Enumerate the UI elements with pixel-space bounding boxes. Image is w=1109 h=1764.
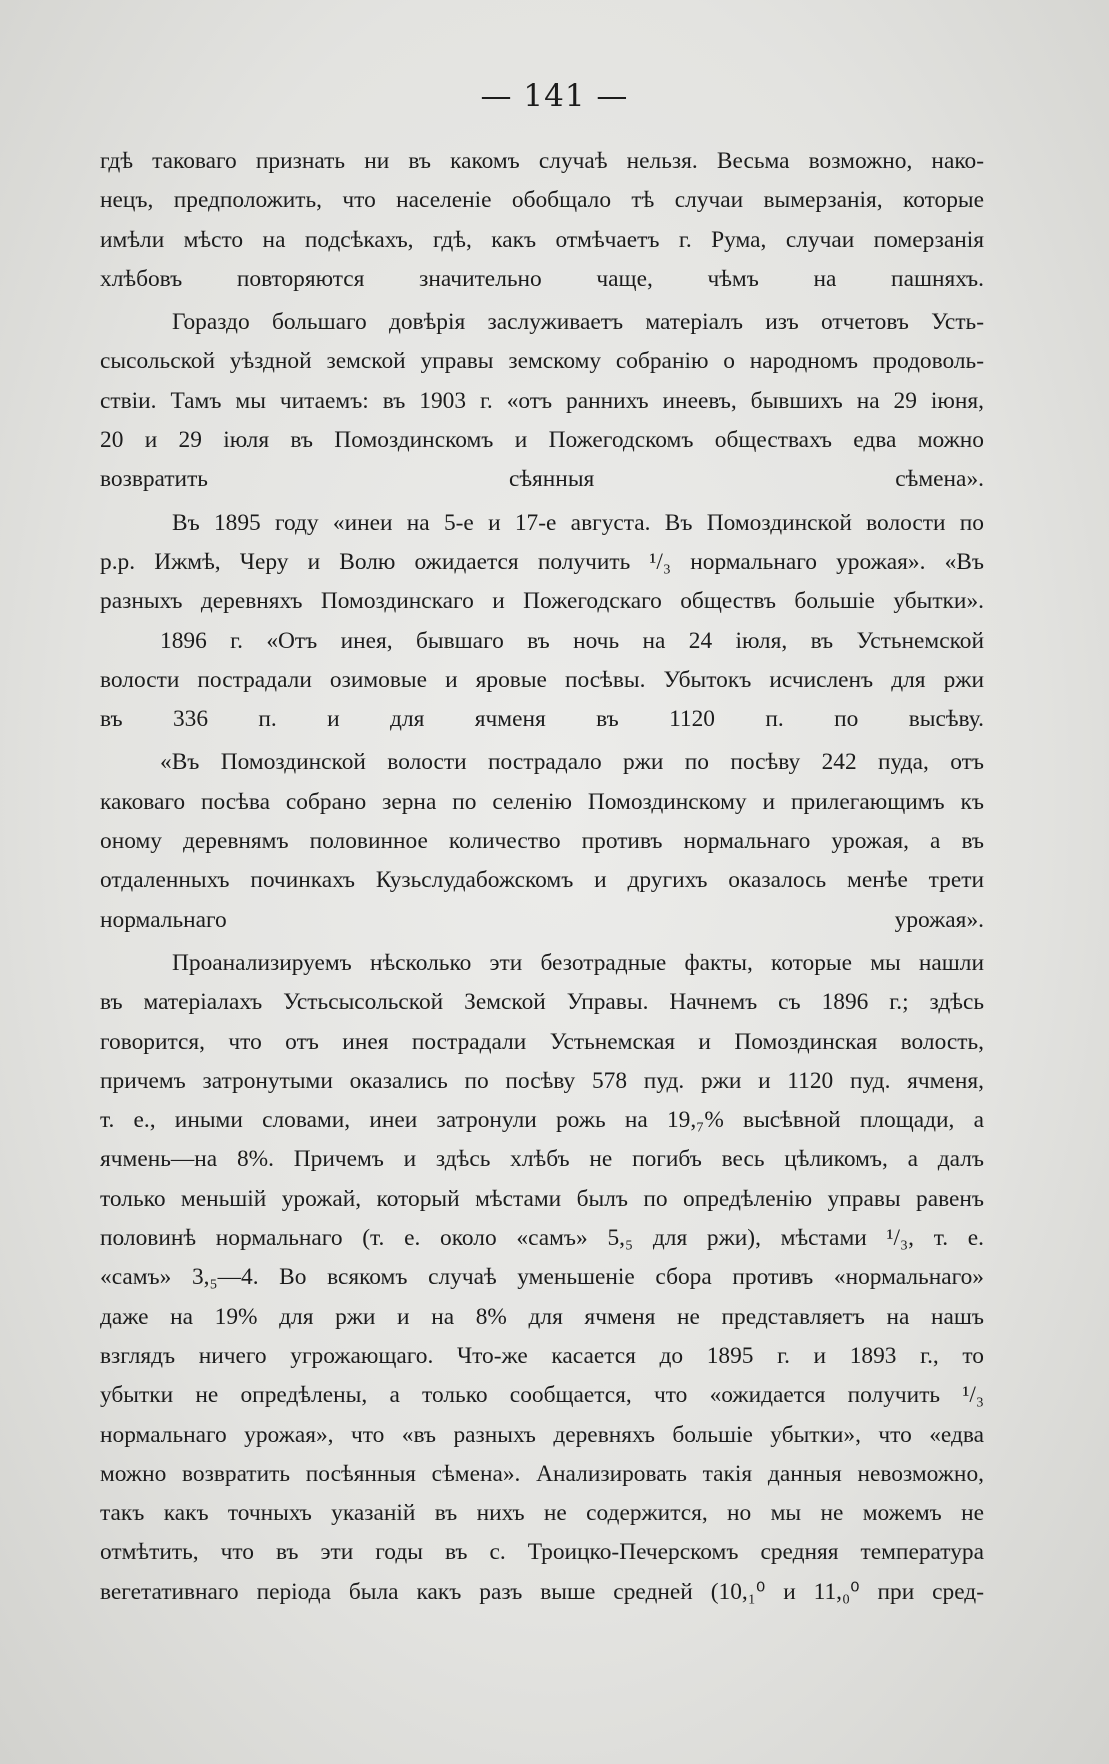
text-line: 20 и 29 іюля въ Помоздинскомъ и Пожегодскомъ обществахъ едва можно [100, 427, 984, 454]
text-line: только меньшій урожай, который мѣстами былъ по опредѣленію управы равенъ [100, 1185, 984, 1212]
text-line: т. е., иными словами, инеи затронули рожь на 19,₇% высѣвной площади, а [100, 1107, 984, 1134]
text-line: отмѣтить, что въ эти годы въ с. Троицко-Печерскомъ средняя температура [100, 1539, 984, 1566]
text-line: убытки не опредѣлены, а только сообщается, что «ожидается получить ¹/₃ [100, 1382, 984, 1409]
text-line: вегетативнаго періода была какъ разъ выше средней (10,₁⁰ и 11,₀⁰ при сред- [100, 1578, 984, 1605]
text-line: даже на 19% для ржи и на 8% для ячменя не представляетъ на нашъ [100, 1303, 984, 1330]
text-line: возвратить сѣянныя сѣмена». [100, 466, 984, 493]
text-line: въ матеріалахъ Устьсысольской Земской Управы. Начнемъ съ 1896 г.; здѣсь [100, 989, 984, 1016]
text-line: имѣли мѣсто на подсѣкахъ, гдѣ, какъ отмѣчаетъ г. Рума, случаи померзанія [100, 226, 984, 253]
paragraph [100, 142, 984, 299]
text-line: можно возвратить посѣянныя сѣмена». Анализировать такія данныя невозможно, [100, 1460, 984, 1487]
paragraph [100, 743, 984, 939]
paragraph [100, 944, 984, 1612]
text-line: каковаго посѣва собрано зерна по селенію Помоздинскому и прилегающимъ къ [100, 788, 984, 815]
text-line: «Въ Помоздинской волости пострадало ржи по посѣву 242 пуда, отъ [160, 749, 984, 776]
text-line: гдѣ таковаго признать ни въ какомъ случаѣ нельзя. Весьма возможно, нако- [100, 148, 984, 174]
text-line: въ 336 п. и для ячменя въ 1120 п. по высѣву. [100, 706, 984, 733]
text-line: нормальнаго урожая», что «въ разныхъ деревняхъ большіе убытки», что «едва [100, 1421, 984, 1448]
paragraph [100, 504, 984, 622]
text-line: «самъ» 3,₅—4. Во всякомъ случаѣ уменьшеніе сбора противъ «нормальнаго» [100, 1264, 984, 1291]
text-line: половинѣ нормальнаго (т. е. около «самъ» 5,₅ для ржи), мѣстами ¹/₃, т. е. [100, 1225, 984, 1252]
text-line: Гораздо большаго довѣрія заслуживаетъ матеріалъ изъ отчетовъ Усть- [172, 309, 984, 336]
text-line: взглядъ ничего угрожающаго. Что-же касается до 1895 г. и 1893 г., то [100, 1342, 984, 1369]
text-line: отдаленныхъ починкахъ Кузьслудабожскомъ и другихъ оказалось менѣе трети [100, 867, 984, 894]
text-line: причемъ затронутыми оказались по посѣву 578 пуд. ржи и 1120 пуд. ячменя, [100, 1067, 984, 1094]
text-line: хлѣбовъ повторяются значительно чаще, чѣмъ на пашняхъ. [100, 265, 984, 292]
text-line: нецъ, предположить, что населеніе обобщало тѣ случаи вымерзанія, которые [100, 187, 984, 214]
text-line: р.р. Ижмѣ, Черу и Волю ожидается получить ¹/₃ нормальнаго урожая». «Въ [100, 548, 984, 575]
text-line: оному деревнямъ половинное количество противъ нормальнаго урожая, а въ [100, 828, 984, 855]
text-line: Въ 1895 году «инеи на 5-е и 17-е августа. Въ Помоздинской волости по [172, 509, 984, 536]
text-line: Проанализируемъ нѣсколько эти безотрадные факты, которые мы нашли [172, 949, 984, 976]
text-line: ячмень—на 8%. Причемъ и здѣсь хлѣбъ не погибъ весь цѣликомъ, а далъ [100, 1146, 984, 1173]
body-text [100, 142, 984, 1612]
text-line: волости пострадали озимовые и яровые посѣвы. Убытокъ исчисленъ для ржи [100, 666, 984, 693]
text-line: 1896 г. «Отъ инея, бывшаго въ ночь на 24 іюля, въ Устьнемской [160, 627, 984, 654]
text-line: ствіи. Тамъ мы читаемъ: въ 1903 г. «отъ раннихъ инеевъ, бывшихъ на 29 іюня, [100, 387, 984, 414]
text-line: говорится, что отъ инея пострадали Устьнемская и Помоздинская волость, [100, 1028, 984, 1055]
paragraph [100, 303, 984, 499]
paragraph [100, 622, 984, 740]
page-number: — 141 — [480, 78, 629, 114]
text-line: разныхъ деревняхъ Помоздинскаго и Пожегодскаго обществъ большіе убытки». [100, 588, 984, 615]
text-line: сысольской уѣздной земской управы земскому собранію о народномъ продоволь- [100, 348, 984, 375]
text-line: такъ какъ точныхъ указаній въ нихъ не содержится, но мы не можемъ не [100, 1500, 984, 1527]
text-line: нормальнаго урожая». [100, 906, 984, 933]
